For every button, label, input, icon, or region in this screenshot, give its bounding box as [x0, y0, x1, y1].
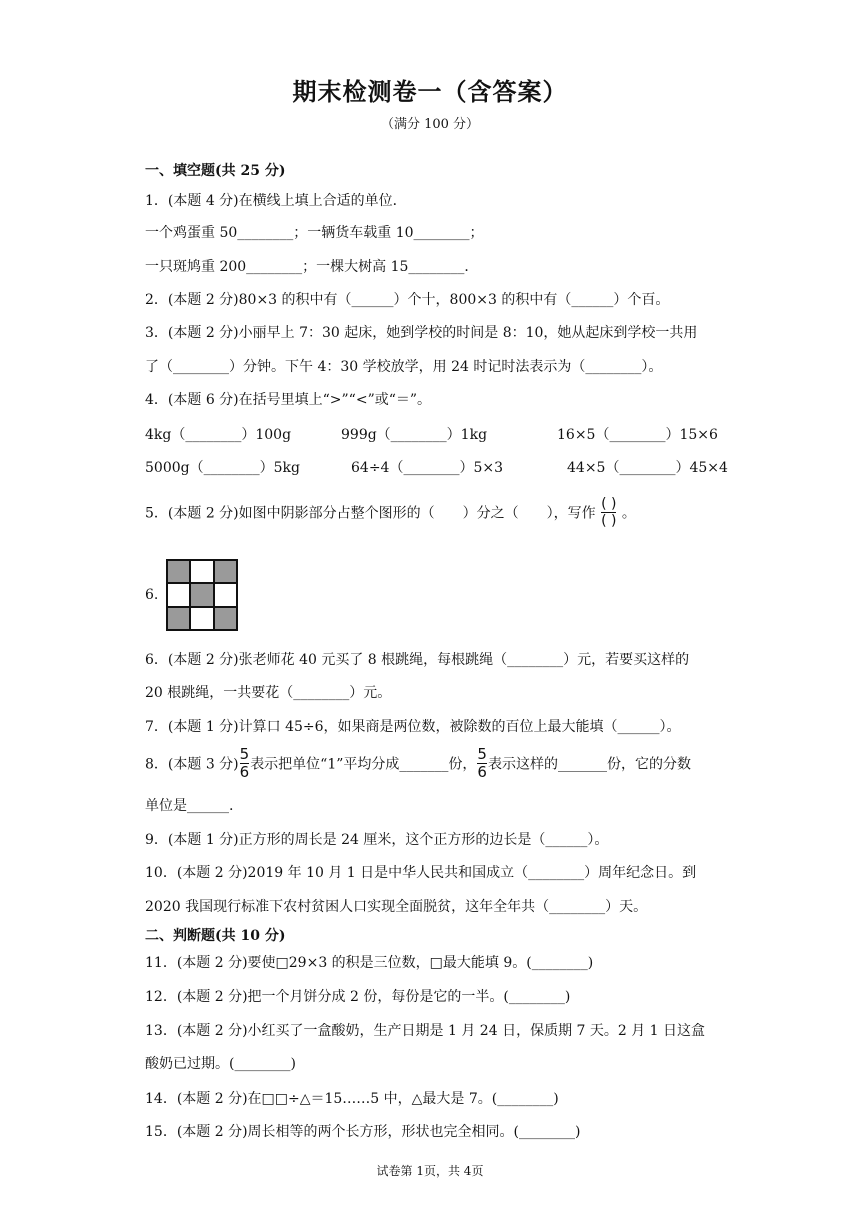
question-4-item: 999g（________）1kg	[341, 427, 488, 443]
question-8	[145, 747, 691, 780]
question-4-item: 4kg（________）100g	[145, 427, 292, 443]
section-fill-blanks-heading: 一、填空题(共 25 分)	[145, 163, 286, 179]
question-4-item: 5000g（________）5kg	[145, 460, 300, 476]
question-1-line-a: 一个鸡蛋重 50________；一辆货车载重 10________；	[145, 225, 484, 241]
question-13-line-b: 酸奶已过期。(________)	[145, 1056, 296, 1072]
question-4-item: 64÷4（________）5×3	[351, 460, 503, 476]
question-8-line-b: 单位是______.	[145, 798, 234, 814]
question-5-end: 。	[621, 505, 636, 522]
fraction-denominator: 6	[239, 763, 250, 781]
question-7: 7．(本题 1 分)计算口 45÷6，如果商是两位数，被除数的百位上最大能填（______）。	[145, 719, 681, 735]
question-10-line-a: 10．(本题 2 分)2019 年 10 月 1 日是中华人民共和国成立（________）周年纪念日。到	[145, 865, 697, 881]
question-3-line-b: 了（________）分钟。下午 4：30 学校放学，用 24 时记时法表示为（________）。	[145, 359, 663, 375]
grid-cell-blank	[214, 583, 237, 606]
question-14: 14．(本题 2 分)在□□÷△＝15……5 中，△最大是 7。(________)	[145, 1091, 559, 1107]
question-5-text: 5．(本题 2 分)如图中阴影部分占整个图形的（ ）分之（ ），写作	[145, 505, 596, 522]
figure-label: 6.	[145, 587, 159, 603]
fraction-denominator: 6	[477, 763, 487, 781]
grid-cell-shaded	[167, 607, 190, 630]
question-4-item: 16×5（________）15×6	[557, 427, 718, 443]
grid-cell-blank	[167, 583, 190, 606]
question-12: 12．(本题 2 分)把一个月饼分成 2 份，每份是它的一半。(________)	[145, 989, 571, 1005]
fraction-numerator: ( )	[601, 496, 617, 512]
question-1: 1．(本题 4 分)在横线上填上合适的单位．	[145, 193, 407, 209]
grid-cell-shaded	[214, 607, 237, 630]
question-4-item: 44×5（________）45×4	[567, 460, 728, 476]
grid-cell-shaded	[167, 560, 190, 583]
question-8-part-2: 表示把单位“1”平均分成_______份，	[250, 756, 477, 773]
page-footer: 试卷第 1页，共 4页	[376, 1164, 484, 1178]
fraction-numerator: 5	[239, 745, 250, 763]
fraction-five-sixths	[240, 747, 250, 780]
question-2: 2．(本题 2 分)80×3 的积中有（______）个十，800×3 的积中有（______）个百。	[145, 292, 670, 308]
shaded-grid-figure	[166, 559, 238, 631]
question-8-part-3: 表示这样的_______份，它的分数	[487, 756, 691, 773]
question-3-line-a: 3．(本题 2 分)小丽早上 7：30 起床，她到学校的时间是 8：10，她从起床到学校一共用	[145, 325, 698, 341]
question-9: 9．(本题 1 分)正方形的周长是 24 厘米，这个正方形的边长是（______）。	[145, 832, 609, 848]
question-6-line-b: 20 根跳绳，一共要花（________）元。	[145, 685, 392, 701]
question-6-line-a: 6．(本题 2 分)张老师花 40 元买了 8 根跳绳，每根跳绳（________）元，若要买这样的	[145, 652, 690, 668]
question-1-line-b: 一只斑鸠重 200________；一棵大树高 15________．	[145, 259, 479, 275]
question-15: 15．(本题 2 分)周长相等的两个长方形，形状也完全相同。(________)	[145, 1124, 581, 1140]
page-subtitle: （满分 100 分）	[380, 117, 480, 132]
question-5	[145, 497, 636, 528]
section-true-false-heading: 二、判断题(共 10 分)	[145, 928, 286, 944]
grid-cell-blank	[190, 607, 213, 630]
question-5-answer-fraction	[601, 497, 616, 528]
question-13-line-a: 13．(本题 2 分)小红买了一盒酸奶，生产日期是 1 月 24 日，保质期 7 天。2 月 1 日这盒	[145, 1023, 706, 1039]
grid-cell-blank	[190, 560, 213, 583]
page-title: 期末检测卷一（含答案）	[292, 77, 568, 106]
question-10-line-b: 2020 我国现行标准下农村贫困人口实现全面脱贫，这年全年共（________）天。	[145, 899, 648, 915]
question-8-prefix: 8．(本题 3 分)	[145, 756, 239, 773]
grid-cell-shaded	[190, 583, 213, 606]
fraction-numerator: 5	[477, 745, 487, 763]
fraction-denominator: ( )	[601, 513, 617, 529]
question-11: 11．(本题 2 分)要使□29×3 的积是三位数，□最大能填 9。(________)	[145, 955, 594, 971]
question-4: 4．(本题 6 分)在括号里填上“>”“<”或“＝”。	[145, 392, 432, 408]
fraction-five-sixths	[477, 747, 487, 780]
grid-cell-shaded	[214, 560, 237, 583]
